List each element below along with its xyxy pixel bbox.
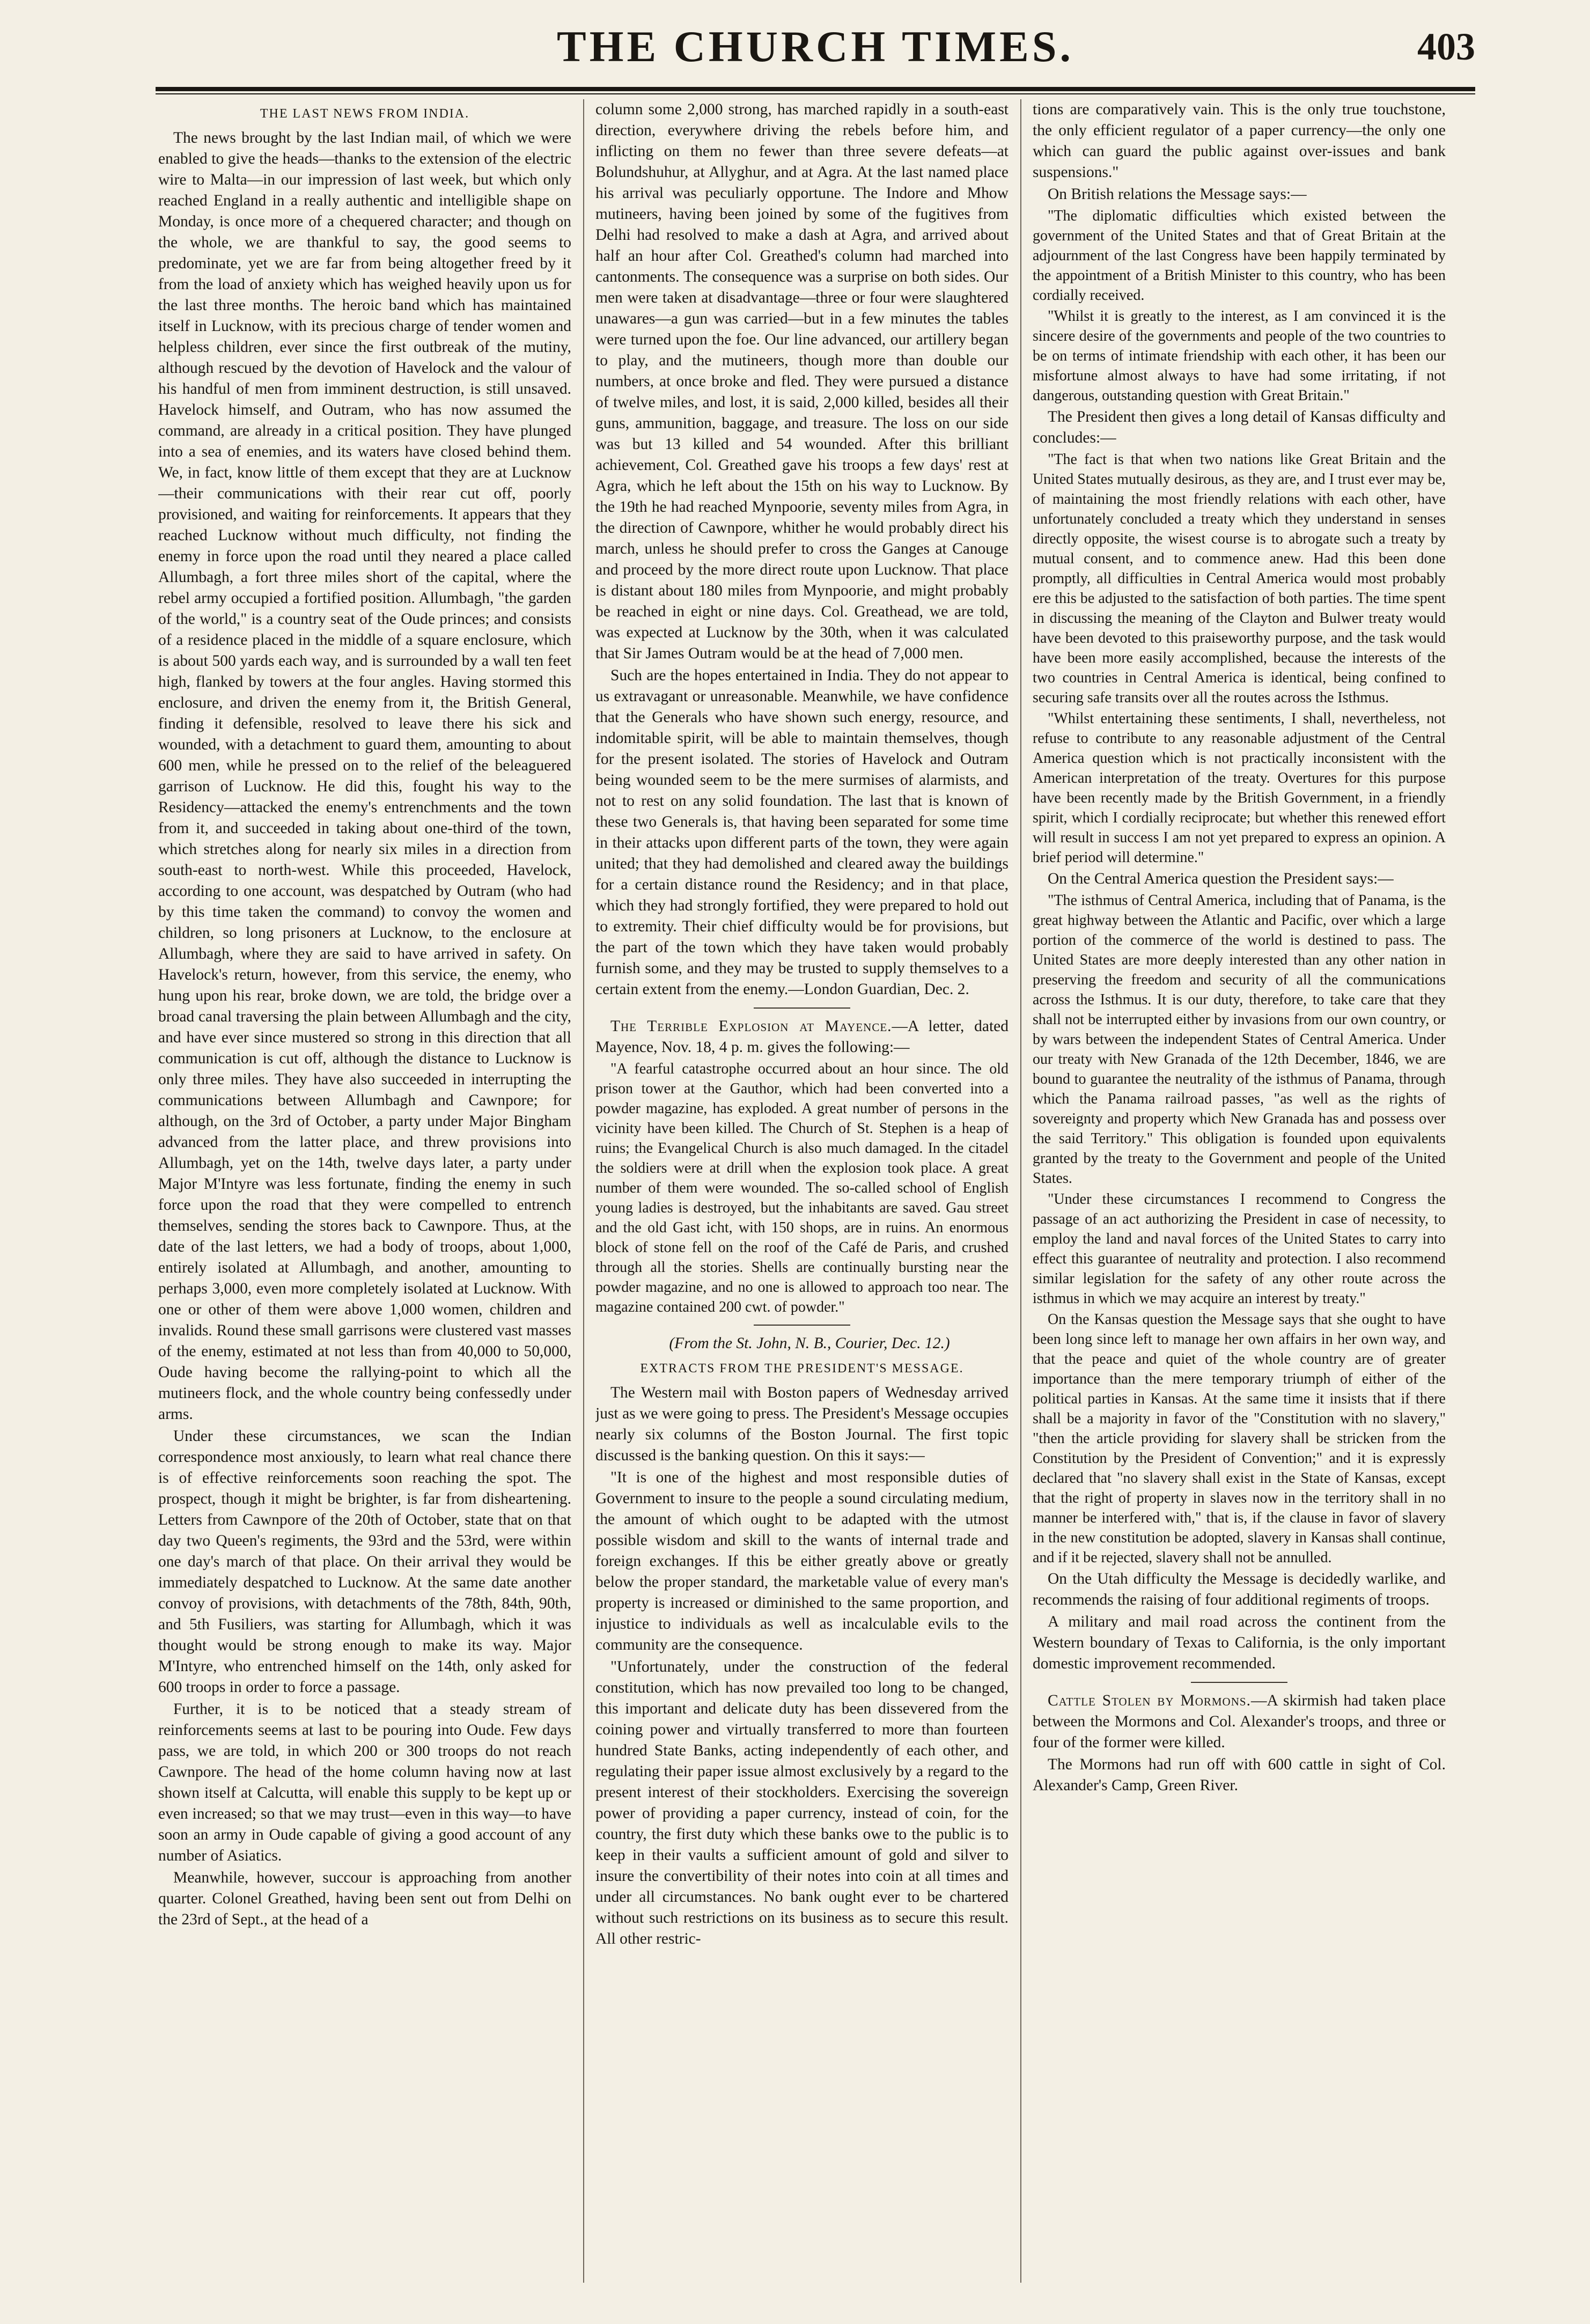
- article-paragraph: On the Utah difficulty the Message is decidedly warlike, and recommends the raising of four additional regiments of troops.: [1033, 1570, 1446, 1608]
- article-heading-india: THE LAST NEWS FROM INDIA.: [260, 107, 470, 121]
- page-number: 403: [1417, 25, 1475, 68]
- article-paragraph: The Mormons had run off with 600 cattle in sight of Col. Alexander's Camp, Green River.: [1033, 1756, 1446, 1794]
- article-paragraph: On the Central America question the President says:—: [1048, 870, 1394, 887]
- masthead-rule-heavy: [156, 87, 1475, 91]
- column-3: [1033, 99, 1446, 2283]
- article-lead: —A skirmish had taken place between the Mormons and Col. Alexander's troops, and three or four of the former were killed.: [1033, 1692, 1446, 1751]
- article-paragraph: tions are comparatively vain. This is the only true touchstone, the only efficient regulator of a paper currency—the only one which can guard the public against over-issues and bank suspensions.": [1033, 101, 1446, 181]
- masthead: [156, 21, 1475, 80]
- article-quote: "A fearful catastrophe occurred about an hour since. The old prison tower at the Gauthor, which had been converted into a powder magazine, has exploded. A great number of persons in the vicinity have been killed. The Church of St. Stephen is a heap of ruins; the Evangelical Church is also much damaged. In the citadel the soldiers were at drill when the explosion took place. A great number of them were wounded. The so-called school of English young ladies is destroyed, but the inhabitants are saved. Gau street and the old Gast icht, with 150 shops, are in ruins. An enormous block of stone fell on the roof of the Café de Paris, and crushed through all the stories. Shells are continually bursting near the powder magazine, and no one is allowed to approach too near. The magazine contained 200 cwt. of powder.": [595, 1061, 1009, 1315]
- article-quote: "The fact is that when two nations like Great Britain and the United States mutually desirous, as they are, and I trust ever may be, of maintaining the most friendly relations with each other, have unfortunately concluded a treaty which they understand in senses directly opposite, the wisest course is to abrogate such a treaty by mutual consent, and to commence anew. Had this been done promptly, all difficulties in Central America would most probably ere this be adjusted to the satisfaction of both parties. The time spent in discussing the meaning of the Clayton and Bulwer treaty would have been devoted to this praiseworthy purpose, and the task would have been more easily accomplished, because the interests of the two countries in Central America is identical, being confined to securing safe transits over all the routes across the Isthmus.: [1033, 451, 1446, 706]
- article-source: (From the St. John, N. B., Courier, Dec. 12.): [669, 1335, 950, 1352]
- article-paragraph: Meanwhile, however, succour is approaching from another quarter. Colonel Greathed, having been sent out from Delhi on the 23rd of Sept., at the head of a: [158, 1869, 571, 1928]
- article-paragraph: The President then gives a long detail of Kansas difficulty and concludes:—: [1033, 408, 1446, 446]
- article-quote: "The isthmus of Central America, including that of Panama, is the great highway between the Atlantic and Pacific, over which a large portion of the commerce of the world is destined to pass. The United States are more deeply interested than any other nation in preserving the freedom and security of all the communications across the Isthmus. It is our duty, therefore, to take care that they shall not be interrupted either by invasions from our own country, or by wars between the independent States of Central America. Under our treaty with New Granada of the 12th December, 1846, we are bound to guarantee the neutrality of the isthmus of Panama, through which the Panama railroad passes, "as well as the rights of sovereignty and property which New Granada has and possess over the said Territory." This obligation is founded upon equivalents granted by the treaty to the Government and people of the United States.: [1033, 892, 1446, 1187]
- article-paragraph: "It is one of the highest and most responsible duties of Government to insure to the people a sound circulating medium, the amount of which ought to be adapted with the utmost possible wisdom and skill to the wants of internal trade and foreign exchanges. If this be either greatly above or greatly below the proper standard, the marketable value of every man's property is increased or diminished to the same proportion, and injustice to individuals as well as incalculable evils to the community are the consequence.: [595, 1469, 1009, 1653]
- masthead-rule-thin: [156, 93, 1475, 94]
- article-heading-mormons: Cattle Stolen by Mormons.: [1048, 1692, 1251, 1709]
- column-divider: [1020, 99, 1021, 2283]
- article-paragraph: "Unfortunately, under the construction of the federal constitution, which has now prevailed too long to be changed, this important and delicate duty has been dissevered from the coining power and virtually transferred to more than fourteen hundred State Banks, acting independently of each other, and regulating their paper issue almost exclusively by a regard to the present interest of their stockholders. Exercising the sovereign power of providing a paper currency, instead of coin, for the country, the first duty which these banks owe to the public is to keep in their vaults a sufficient amount of gold and silver to insure the convertibility of their notes into coin at all times and under all circumstances. No bank ought ever to be chartered without such restrictions on its business as to secure this result. All other restric-: [595, 1658, 1009, 1947]
- section-divider: [1191, 1682, 1287, 1683]
- article-quote: "Whilst it is greatly to the interest, as I am convinced it is the sincere desire of the governments and people of the two countries to be on terms of intimate friendship with each other, it has been our misfortune almost always to have had some irritating, if not dangerous, outstanding question with Great Britain.": [1033, 308, 1446, 404]
- section-divider: [754, 1007, 850, 1009]
- column-divider: [583, 99, 584, 2283]
- column-2: [595, 99, 1009, 2283]
- article-paragraph: Such are the hopes entertained in India. They do not appear to us extravagant or unreasonable. Meanwhile, we have confidence that the Generals who have shown such energy, resource, and indomitable spirit, will be able to maintain themselves, though for the present isolated. The stories of Havelock and Outram being wounded seem to be the mere surmises of alarmists, and not to rest on any solid foundation. The last that is known of these two Generals is, that having been separated for some time in their attacks upon different parts of the town, they were again united; that they had demolished and cleared away the buildings for a certain distance round the Residency; and in that place, which they had strongly fortified, they were prepared to hold out to extremity. Their chief difficulty would be for provisions, but the part of the town which they have taken would probably furnish some, and they may be trusted to supply themselves to a certain extent from the enemy.—London Guardian, Dec. 2.: [595, 667, 1009, 998]
- article-paragraph: Further, it is to be noticed that a steady stream of reinforcements seems at last to be pouring into Oude. Few days pass, we are told, in which 200 or 300 troops do not reach Cawnpore. The head of the home column having now at last shown itself at Calcutta, will enable this supply to be kept up or even increased; so that we may trust—even in this way—to have soon an army in Oude capable of giving a good account of any number of Asiatics.: [158, 1701, 571, 1864]
- article-heading-explosion: The Terrible Explosion at Mayence.: [610, 1018, 892, 1035]
- article-paragraph: A military and mail road across the continent from the Western boundary of Texas to California, is the only important domestic improvement recommended.: [1033, 1613, 1446, 1672]
- article-paragraph: On the Kansas question the Message says that she ought to have been long since left to manage her own affairs in her own way, and that the peace and quiet of the whole country are of greater importance than the mere temporary triumph of either of the political parties in Kansas. At the same time it insists that if there shall be a majority in favor of the "Constitution with no slavery," "then the article providing for slavery shall be stricken from the Constitution by the President of Convention;" and it is expressly declared that "no slavery shall exist in the State of Kansas, except that the right of property in slaves now in the territory shall in no manner be interfered with," that is, if the clause in favor of slavery in the new constitution be adopted, slavery in Kansas shall continue, and if it be rejected, slavery shall not be annulled.: [1033, 1311, 1446, 1566]
- section-divider: [754, 1325, 850, 1326]
- column-1: [158, 99, 571, 2283]
- article-heading-message: EXTRACTS FROM THE PRESIDENT'S MESSAGE.: [640, 1362, 964, 1376]
- newspaper-title: THE CHURCH TIMES.: [557, 22, 1074, 71]
- article-paragraph: column some 2,000 strong, has marched rapidly in a south-east direction, everywhere driving the rebels before him, and inflicting on them no fewer than three severe defeats—at Bolundshuhur, at Allyghur, and at Agra. At the last named place his arrival was peculiarly opportune. The Indore and Mhow mutineers, having been joined by some of the fugitives from Delhi had resolved to make a dash at Agra, and arrived about half an hour after Col. Greathed's column had marched into cantonments. The consequence was a surprise on both sides. Our men were taken at disadvantage—three or four were slaughtered unawares—a gun was carried—but in a few minutes the tables were turned upon the foe. Our line advanced, our artillery began to play, and the mutineers, though more than double our numbers, at once broke and fled. They were pursued a distance of twelve miles, and lost, it is said, 2,000 killed, besides all their guns, ammunition, baggage, and treasure. The loss on our side was but 13 killed and 54 wounded. After this brilliant achievement, Col. Greathed gave his troops a few days' rest at Agra, which he left about the 15th on his way to Lucknow. By the 19th he had reached Mynpoorie, seventy miles from Agra, in the direction of Cawnpore, whither he would probably direct his march, unless he should prefer to cross the Ganges at Canouge and proceed by the more direct route upon Lucknow. That place is distant about 180 miles from Mynpoorie, and might probably be reached in eight or nine days. Col. Greathead, we are told, was expected at Lucknow by the 30th, when it was calculated that Sir James Outram would be at the head of 7,000 men.: [595, 101, 1009, 662]
- article-quote: "The diplomatic difficulties which existed between the government of the United States and that of Great Britain at the adjournment of the last Congress have been happily terminated by the appointment of a British Minister to this country, who has been cordially received.: [1033, 208, 1446, 304]
- article-quote: "Whilst entertaining these sentiments, I shall, nevertheless, not refuse to contribute to any reasonable adjustment of the Central America question which is not practically inconsistent with the American interpretation of the treaty. Overtures for this purpose have been recently made by the British Government, in a friendly spirit, which I cordially reciprocate; but whether this renewed effort will result in success I am not yet prepared to express an opinion. A brief period will determine.": [1033, 710, 1446, 866]
- article-lead: —A letter, dated Mayence, Nov. 18, 4 p. m. gives the following:—: [595, 1018, 1009, 1056]
- article-paragraph: The Western mail with Boston papers of Wednesday arrived just as we were going to press. The President's Message occupies nearly six columns of the Boston Journal. The first topic discussed is the banking question. On this it says:—: [595, 1384, 1009, 1464]
- article-quote: "Under these circumstances I recommend to Congress the passage of an act authorizing the President in case of necessity, to employ the land and naval forces of the United States to carry into effect this guarantee of neutrality and protection. I also recommend similar legislation for the safety of any other route across the isthmus in which we may acquire an interest by treaty.": [1033, 1191, 1446, 1307]
- article-paragraph: Under these circumstances, we scan the Indian correspondence most anxiously, to learn what real chance there is of effective reinforcements soon reaching the spot. The prospect, though it might be brighter, is far from disheartening. Letters from Cawnpore of the 20th of October, state that on that day two Queen's regiments, the 93rd and the 53rd, were within one day's march of that place. On their arrival they would be immediately despatched to Lucknow. At the same date another convoy of provisions, with detachments of the 78th, 84th, 90th, and 5th Fusiliers, was starting for Allumbagh, which it was thought would be strong enough to make its way. Major M'Intyre, who entrenched himself on the 14th, only asked for 600 troops in order to force a passage.: [158, 1428, 571, 1696]
- article-paragraph: The news brought by the last Indian mail, of which we were enabled to give the heads—thanks to the extension of the electric wire to Malta—in our impression of last week, but which only reached England in a really authentic and intelligible shape on Monday, is once more of a chequered character; and though on the whole, we are thankful to say, the good seems to predominate, yet we are far from being altogether freed by it from the load of anxiety which has weighed heavily upon us for the last three months. The heroic band which has maintained itself in Lucknow, with its precious charge of tender women and helpless children, ever since the first outbreak of the mutiny, although rescued by the devotion of Havelock and the valour of his handful of men from imminent destruction, is still unsaved. Havelock himself, and Outram, who has now assumed the command, are already in a critical position. They have plunged into a sea of enemies, and its waters have closed behind them. We, in fact, know little of them except that they are at Lucknow—their communications with their rear cut off, poorly provisioned, and waiting for reinforcements. It appears that they reached Lucknow without much difficulty, not finding the enemy in force upon the road until they neared a place called Allumbagh, a fort three miles short of the capital, where the rebel army occupied a fortified position. Allumbagh, "the garden of the world," is a country seat of the Oude princes; and consists of a residence placed in the middle of a square enclosure, which is about 500 yards each way, and is surrounded by a wall ten feet high, flanked by towers at the four angles. Having stormed this enclosure, and driven the enemy from it, the British General, finding it defensible, resolved to leave there his sick and wounded, with a detachment to guard them, amounting to about 600 men, while he pressed on to the relief of the beleaguered garrison of Lucknow. He did this, fought his way to the Residency—attacked the enemy's entrenchments and the town from it, and succeeded in taking about one-third of the town, which stretches along for nearly six miles in a direction from south-east to north-west. While this proceeded, Havelock, according to one account, was despatched by Outram (who had by this time taken the command) to convoy the women and children, so long prisoners at Lucknow, to the enclosure at Allumbagh, where they are said to have arrived in safety. On Havelock's return, however, from this service, the enemy, who hung upon his rear, broke down, we are told, the bridge over a broad canal traversing the plain between Allumbagh and the city, and have ever since mustered so strong in this direction that all communication is cut off, although the distance to Lucknow is only three miles. They have also succeeded in interrupting the communications between Allumbagh and Cawnpore; for although, on the 3rd of October, a party under Major Bingham advanced from the latter place, and threw provisions into Allumbagh, yet on the 14th, twelve days later, a party under Major M'Intyre was less fortunate, finding the enemy in such force upon the road that they were compelled to entrench themselves, sending the stores back to Cawnpore. Thus, at the date of the last letters, we had a body of troops, about 1,000, entirely isolated at Allumbagh, and another, amounting to perhaps 3,000, even more completely isolated at Lucknow. With one or other of them were above 1,000 women, children and invalids. Round these small garrisons were clustered vast masses of the enemy, estimated at not less than from 40,000 to 50,000, Oude having become the rallying-point to which all the mutineers flock, and the whole country being confessedly under arms.: [158, 129, 571, 1423]
- article-paragraph: On British relations the Message says:—: [1048, 186, 1307, 203]
